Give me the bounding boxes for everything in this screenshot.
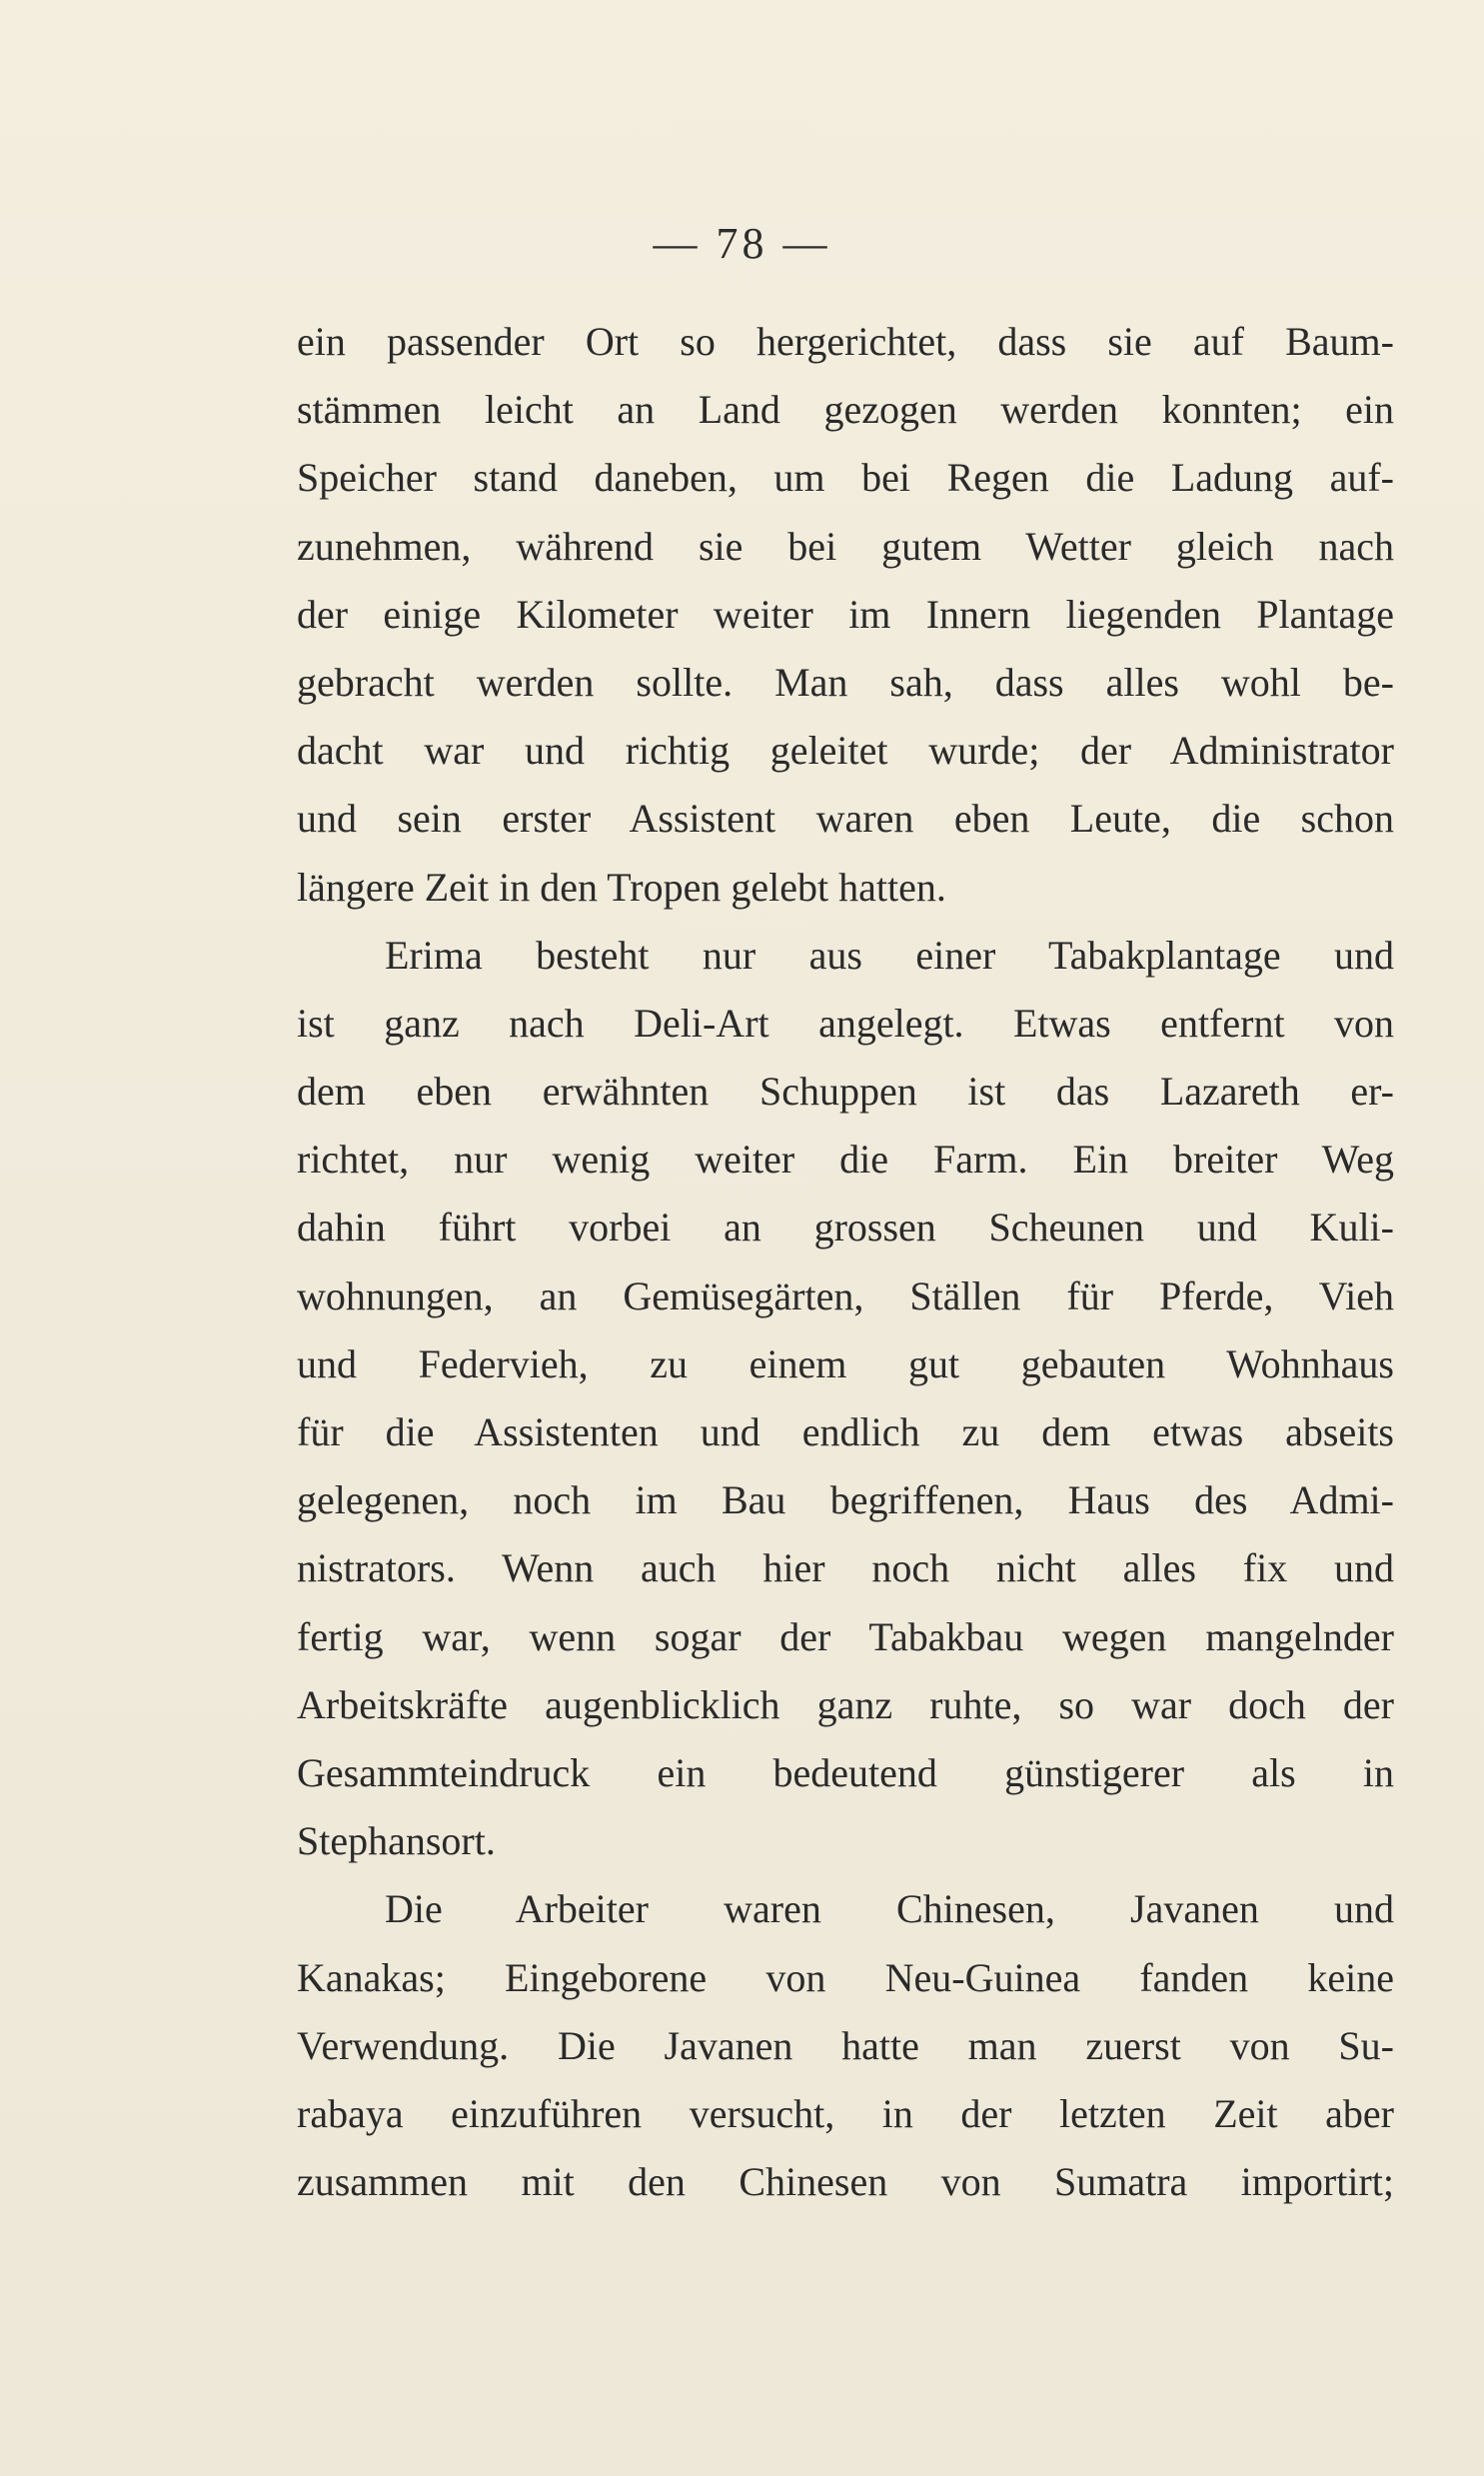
text-line: zunehmen, während sie bei gutem Wetter gleich nach <box>297 523 1394 569</box>
text-line: Kanakas; Eingeborene von Neu-Guinea fanden keine <box>297 1954 1394 2000</box>
text-line: rabaya einzuführen versucht, in der letzten Zeit aber <box>297 2090 1394 2136</box>
text-line: Erima besteht nur aus einer Tabakplantage und <box>385 932 1394 978</box>
text-line: längere Zeit in den Tropen gelebt hatten. <box>297 864 946 910</box>
text-line: dahin führt vorbei an grossen Scheunen und Kuli- <box>297 1205 1394 1250</box>
text-line: gelegenen, noch im Bau begriffenen, Haus des Admi- <box>297 1477 1394 1523</box>
text-line: Speicher stand daneben, um bei Regen die Ladung auf- <box>297 455 1394 501</box>
text-line: ein passender Ort so hergerichtet, dass sie auf Baum- <box>297 319 1394 364</box>
text-line: ist ganz nach Deli-Art angelegt. Etwas entfernt von <box>297 1000 1394 1046</box>
text-line: gebracht werden sollte. Man sah, dass alles wohl be- <box>297 659 1394 705</box>
text-line: Die Arbeiter waren Chinesen, Javanen und <box>385 1886 1394 1932</box>
text-line: richtet, nur wenig weiter die Farm. Ein breiter Weg <box>297 1137 1394 1183</box>
page-number: — 78 — <box>653 219 831 268</box>
text-line: Arbeitskräfte augenblicklich ganz ruhte, so war doch der <box>297 1681 1394 1727</box>
text-line: stämmen leicht an Land gezogen werden konnten; ein <box>297 387 1394 433</box>
text-line: Gesammteindruck ein bedeutend günstigerer als in <box>297 1749 1394 1795</box>
text-line: zusammen mit den Chinesen von Sumatra importirt; <box>297 2159 1394 2205</box>
text-line: dacht war und richtig geleitet wurde; der Administrator <box>297 728 1394 774</box>
text-line: Verwendung. Die Javanen hatte man zuerst von Su- <box>297 2022 1394 2068</box>
text-line: nistrators. Wenn auch hier noch nicht alles fix und <box>297 1545 1394 1591</box>
body-text <box>297 308 1394 2216</box>
text-line: dem eben erwähnten Schuppen ist das Lazareth er- <box>297 1069 1394 1115</box>
text-line: wohnungen, an Gemüsegärten, Ställen für Pferde, Vieh <box>297 1272 1394 1318</box>
text-line: und sein erster Assistent waren eben Leute, die schon <box>297 796 1394 842</box>
text-line: der einige Kilometer weiter im Innern liegenden Plantage <box>297 591 1394 637</box>
text-line: und Federvieh, zu einem gut gebauten Wohnhaus <box>297 1340 1394 1386</box>
text-line: fertig war, wenn sogar der Tabakbau wegen mangelnder <box>297 1613 1394 1659</box>
text-line: für die Assistenten und endlich zu dem etwas abseits <box>297 1409 1394 1454</box>
text-line: Stephansort. <box>297 1818 496 1864</box>
